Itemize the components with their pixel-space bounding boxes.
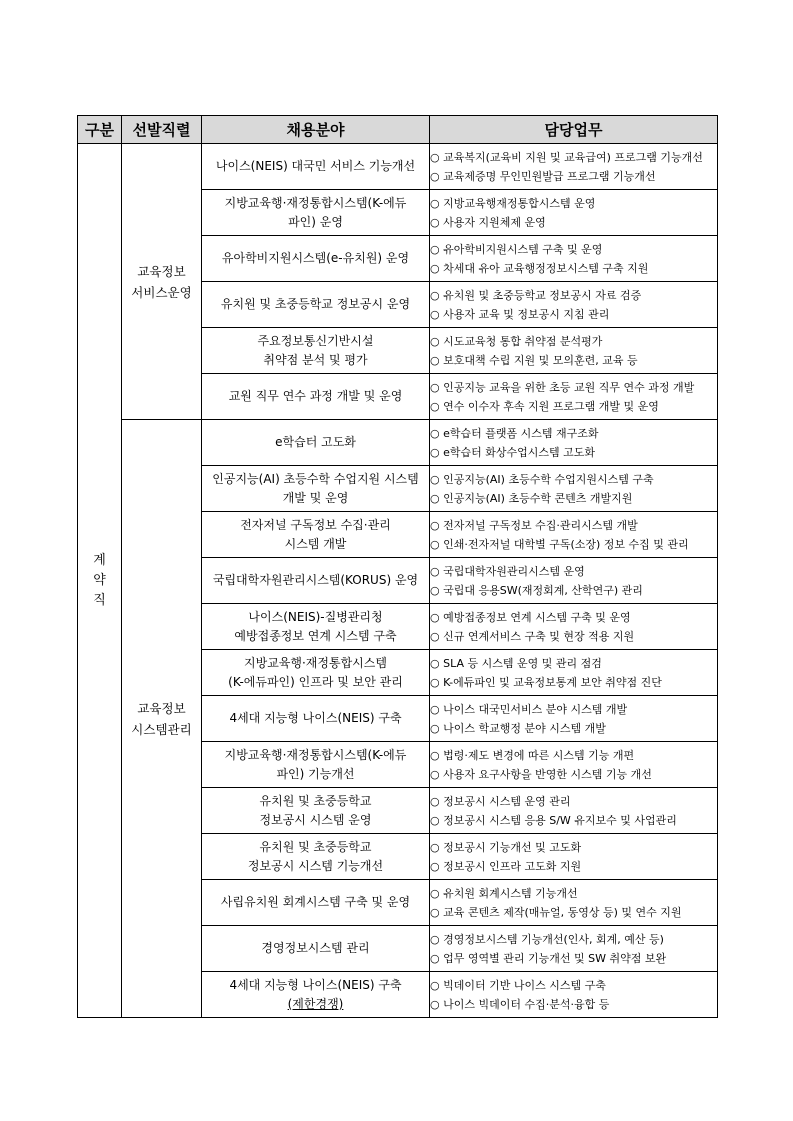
duties-cell (430, 788, 718, 834)
duty-item: ○ 전자저널 구독정보 수집·관리시스템 개발 (430, 518, 638, 532)
duties-cell (430, 926, 718, 972)
duty-item: ○ 유아학비지원시스템 구축 및 운영 (430, 242, 603, 256)
duty-item: ○ 교육제증명 무인민원발급 프로그램 기능개선 (430, 169, 656, 183)
duties-cell (430, 328, 718, 374)
header-field: 채용분야 (202, 116, 430, 144)
duties-cell (430, 236, 718, 282)
duty-item: ○ 법령·제도 변경에 따른 시스템 기능 개편 (430, 748, 635, 762)
table-body (78, 144, 718, 1018)
field-cell: 4세대 지능형 나이스(NEIS) 구축 (제한경쟁) (202, 972, 430, 1018)
duty-item: ○ 지방교육행재정통합시스템 운영 (430, 196, 596, 210)
duty-item: ○ 국립대학자원관리시스템 운영 (430, 564, 585, 578)
duty-item: ○ SLA 등 시스템 운영 및 관리 점검 (430, 656, 602, 670)
duty-item: ○ 업무 영역별 관리 기능개선 및 SW 취약점 보완 (430, 951, 667, 965)
field-cell: e학습터 고도화 (202, 420, 430, 466)
duty-item: ○ 신규 연계서비스 구축 및 현장 적용 지원 (430, 629, 635, 643)
duties-cell (430, 374, 718, 420)
duties-cell (430, 604, 718, 650)
field-cell: 전자저널 구독정보 수집·관리 시스템 개발 (202, 512, 430, 558)
field-cell: 유치원 및 초중등학교 정보공시 운영 (202, 282, 430, 328)
duties-cell (430, 420, 718, 466)
duty-item: ○ 예방접종정보 연계 시스템 구축 및 운영 (430, 610, 631, 624)
field-cell: 인공지능(AI) 초등수학 수업지원 시스템 개발 및 운영 (202, 466, 430, 512)
duty-item: ○ 정보공시 기능개선 및 고도화 (430, 840, 582, 854)
category-cell: 계 약 직 (78, 144, 122, 1018)
duty-item: ○ K-에듀파인 및 교육정보통계 보안 취약점 진단 (430, 675, 662, 689)
recruitment-table (77, 115, 718, 1018)
header-position: 선발직렬 (122, 116, 202, 144)
duties-cell (430, 742, 718, 788)
duty-item: ○ 사용자 지원체제 운영 (430, 215, 546, 229)
duty-item: ○ 나이스 학교행정 분야 시스템 개발 (430, 721, 606, 735)
field-cell: 지방교육행·재정통합시스템 (K-에듀파인) 인프라 및 보안 관리 (202, 650, 430, 696)
duties-cell (430, 190, 718, 236)
duty-item: ○ e학습터 플랫폼 시스템 재구조화 (430, 426, 599, 440)
duty-item: ○ 인공지능 교육을 위한 초등 교원 직무 연수 과정 개발 (430, 380, 695, 394)
duty-item: ○ 차세대 유아 교육행정정보시스템 구축 지원 (430, 261, 649, 275)
field-cell: 교원 직무 연수 과정 개발 및 운영 (202, 374, 430, 420)
duties-cell (430, 650, 718, 696)
field-cell: 주요정보통신기반시설 취약점 분석 및 평가 (202, 328, 430, 374)
duty-item: ○ 유치원 회계시스템 기능개선 (430, 886, 578, 900)
field-cell: 유치원 및 초중등학교 정보공시 시스템 운영 (202, 788, 430, 834)
duty-item: ○ 정보공시 시스템 응용 S/W 유지보수 및 사업관리 (430, 813, 677, 827)
duty-item: ○ 연수 이수자 후속 지원 프로그램 개발 및 운영 (430, 399, 659, 413)
table-row (78, 144, 718, 190)
field-cell: 유치원 및 초중등학교 정보공시 시스템 기능개선 (202, 834, 430, 880)
position-cell: 교육정보 서비스운영 (122, 144, 202, 420)
field-cell: 국립대학자원관리시스템(KORUS) 운영 (202, 558, 430, 604)
field-cell: 지방교육행·재정통합시스템(K-에듀 파인) 기능개선 (202, 742, 430, 788)
duty-item: ○ 유치원 및 초중등학교 정보공시 자료 검증 (430, 288, 642, 302)
duties-cell (430, 282, 718, 328)
duty-item: ○ 교육복지(교육비 지원 및 교육급여) 프로그램 기능개선 (430, 150, 703, 164)
duties-cell (430, 696, 718, 742)
duty-item: ○ 인공지능(AI) 초등수학 콘텐츠 개발지원 (430, 491, 633, 505)
duties-cell (430, 880, 718, 926)
duty-item: ○ 인쇄·전자저널 대학별 구독(소장) 정보 수집 및 관리 (430, 537, 689, 551)
duty-item: ○ 국립대 응용SW(재정회계, 산학연구) 관리 (430, 583, 643, 597)
duties-cell (430, 558, 718, 604)
duty-item: ○ 시도교육청 통합 취약점 분석평가 (430, 334, 603, 348)
duties-cell (430, 466, 718, 512)
field-cell: 나이스(NEIS)-질병관리청 예방접종정보 연계 시스템 구축 (202, 604, 430, 650)
field-cell: 경영정보시스템 관리 (202, 926, 430, 972)
field-cell: 유아학비지원시스템(e-유치원) 운영 (202, 236, 430, 282)
duties-cell (430, 512, 718, 558)
table-row (78, 420, 718, 466)
duty-item: ○ 인공지능(AI) 초등수학 수업지원시스템 구축 (430, 472, 654, 486)
field-cell: 사립유치원 회계시스템 구축 및 운영 (202, 880, 430, 926)
field-cell: 4세대 지능형 나이스(NEIS) 구축 (202, 696, 430, 742)
duty-item: ○ 사용자 요구사항을 반영한 시스템 기능 개선 (430, 767, 652, 781)
duty-item: ○ e학습터 화상수업시스템 고도화 (430, 445, 595, 459)
header-category: 구분 (78, 116, 122, 144)
position-cell: 교육정보 시스템관리 (122, 420, 202, 1018)
duty-item: ○ 교육 콘텐츠 제작(매뉴얼, 동영상 등) 및 연수 지원 (430, 905, 682, 919)
duty-item: ○ 빅데이터 기반 나이스 시스템 구축 (430, 978, 606, 992)
duties-cell (430, 144, 718, 190)
duties-cell (430, 834, 718, 880)
duty-item: ○ 경영정보시스템 기능개선(인사, 회계, 예산 등) (430, 932, 664, 946)
duty-item: ○ 나이스 빅데이터 수집·분석·융합 등 (430, 997, 610, 1011)
duty-item: ○ 보호대책 수립 지원 및 모의훈련, 교육 등 (430, 353, 638, 367)
field-note: (제한경쟁) (287, 996, 344, 1011)
header-duties: 담당업무 (430, 116, 718, 144)
field-cell: 지방교육행·재정통합시스템(K-에듀 파인) 운영 (202, 190, 430, 236)
field-cell: 나이스(NEIS) 대국민 서비스 기능개선 (202, 144, 430, 190)
duty-item: ○ 정보공시 인프라 고도화 지원 (430, 859, 582, 873)
duty-item: ○ 나이스 대국민서비스 분야 시스템 개발 (430, 702, 628, 716)
duty-item: ○ 정보공시 시스템 운영 관리 (430, 794, 571, 808)
header-row (78, 116, 718, 144)
duty-item: ○ 사용자 교육 및 정보공시 지침 관리 (430, 307, 610, 321)
duties-cell (430, 972, 718, 1018)
